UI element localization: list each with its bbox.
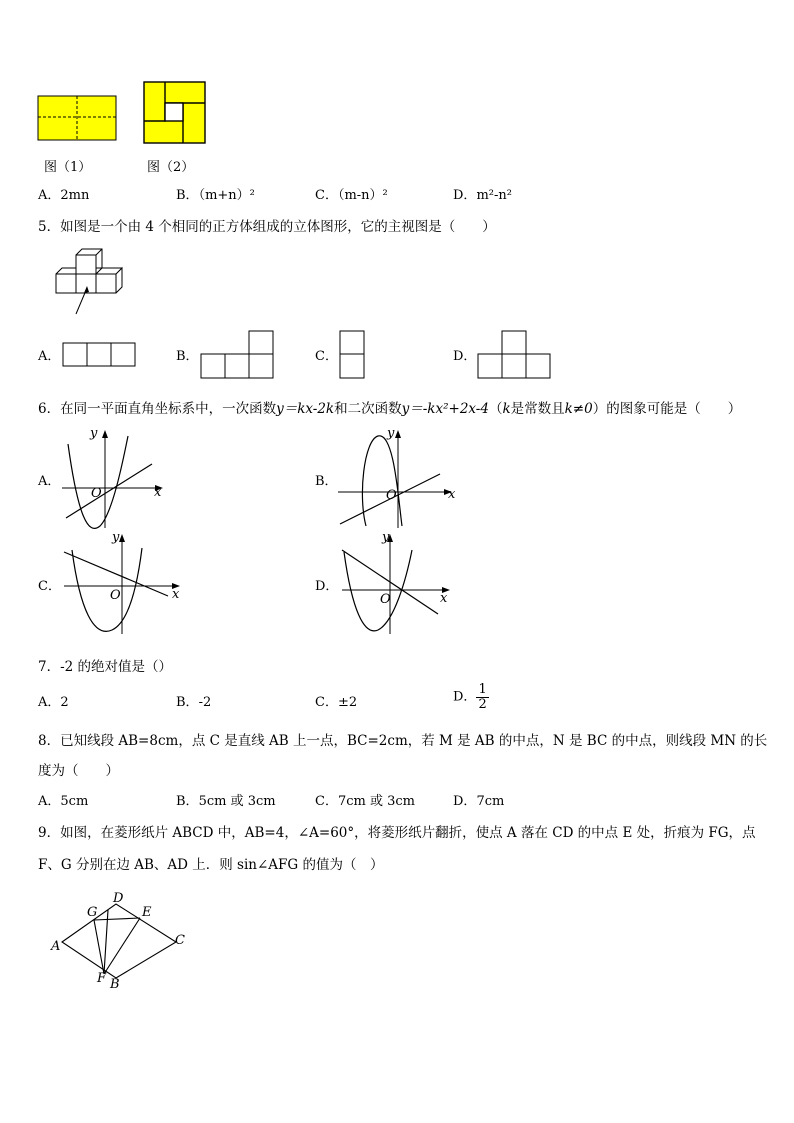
q5-stem: 5．如图是一个由 4 个相同的正方体组成的立体图形，它的主视图是（ ）	[38, 219, 496, 235]
q7-option-d[interactable]: D． $\frac{1}{2}$	[453, 682, 487, 712]
q7-stem: 7．-2 的绝对值是（）	[38, 659, 173, 675]
q6-graph-d-y-label: y	[382, 530, 390, 545]
q8-option-b[interactable]: B．5cm 或 3cm	[176, 794, 276, 809]
figure-2-caption: 图（2）	[147, 160, 195, 175]
q9-point-g: G	[87, 905, 98, 920]
q4-option-d[interactable]: D．m²-n²	[453, 188, 512, 203]
q4-option-a[interactable]: A．2mn	[38, 188, 90, 203]
q6-graph-c-origin: O	[110, 588, 121, 603]
q6-graph-b[interactable]	[336, 426, 456, 530]
q6-stem: 6．在同一平面直角坐标系中，一次函数y＝kx-2k和二次函数y＝-kx²+2x-4（k是常数且k≠0）的图象可能是（ ）	[38, 401, 742, 417]
q7-option-c[interactable]: C．±2	[315, 695, 358, 710]
figure-1-caption: 图（1）	[44, 160, 92, 175]
figure-2-square	[143, 81, 206, 144]
q6-graph-d-x-label: x	[440, 591, 448, 606]
q5-option-c-figure[interactable]	[339, 330, 367, 380]
q6-label-a[interactable]: A．	[38, 474, 61, 489]
q5-option-b-figure[interactable]	[200, 330, 276, 380]
q9-point-b: B	[110, 977, 120, 992]
q5-option-d-figure[interactable]	[477, 330, 555, 380]
q6-graph-d-origin: O	[380, 592, 391, 607]
q9-point-e: E	[142, 905, 152, 920]
q9-point-a: A	[51, 939, 61, 954]
figure-1-rectangle	[37, 95, 117, 141]
q8-option-c[interactable]: C．7cm 或 3cm	[315, 794, 415, 809]
q5-cubes-figure	[54, 248, 124, 318]
q6-quadratic-function: y＝-kx²+2x-4	[401, 401, 489, 417]
q6-label-d[interactable]: D．	[315, 579, 339, 594]
q6-graph-a-x-label: x	[154, 485, 162, 500]
q7-option-a[interactable]: A．2	[38, 695, 69, 710]
q6-label-b[interactable]: B．	[315, 474, 338, 489]
q6-graph-a[interactable]	[60, 426, 170, 530]
q9-point-d: D	[113, 891, 124, 906]
q8-stem-line1: 8．已知线段 AB=8cm，点 C 是直线 AB 上一点，BC=2cm，若 M 是 AB 的中点，N 是 BC 的中点，则线段 MN 的长	[38, 733, 768, 749]
q8-stem-line2: 度为（ ）	[38, 763, 119, 779]
q6-linear-function: y＝kx-2k	[276, 401, 335, 417]
q6-graph-a-y-label: y	[90, 426, 98, 441]
q6-graph-c[interactable]	[60, 530, 185, 638]
q9-point-c: C	[175, 933, 185, 948]
q7-option-b[interactable]: B．-2	[176, 695, 212, 710]
q6-graph-a-origin: O	[91, 486, 102, 501]
q6-graph-d[interactable]	[338, 530, 458, 638]
q4-option-c[interactable]: C．（m-n）²	[315, 188, 388, 203]
q7-fraction-one-half: $\frac{1}{2}$	[478, 682, 487, 712]
q6-graph-c-y-label: y	[112, 530, 120, 545]
q8-option-d[interactable]: D．7cm	[453, 794, 505, 809]
q6-graph-b-y-label: y	[387, 426, 395, 441]
q6-label-c[interactable]: C．	[38, 579, 61, 594]
q5-label-c[interactable]: C．	[315, 349, 338, 364]
q9-point-f: F	[97, 971, 107, 986]
q5-option-a-figure[interactable]	[62, 342, 138, 368]
q5-label-d[interactable]: D．	[453, 349, 477, 364]
q4-option-b[interactable]: B．（m+n）²	[176, 188, 255, 203]
q5-label-a[interactable]: A．	[38, 349, 61, 364]
q5-label-b[interactable]: B．	[176, 349, 199, 364]
q6-graph-b-x-label: x	[448, 487, 456, 502]
q9-stem-line2: F、G 分别在边 AB、AD 上．则 sin∠AFG 的值为（ ）	[38, 857, 384, 873]
q8-option-a[interactable]: A．5cm	[38, 794, 89, 809]
q6-graph-b-origin: O	[386, 488, 397, 503]
q9-stem-line1: 9．如图，在菱形纸片 ABCD 中，AB=4，∠A=60°，将菱形纸片翻折，使点 A 落在 CD 的中点 E 处，折痕为 FG，点	[38, 825, 756, 841]
q6-graph-c-x-label: x	[172, 587, 180, 602]
